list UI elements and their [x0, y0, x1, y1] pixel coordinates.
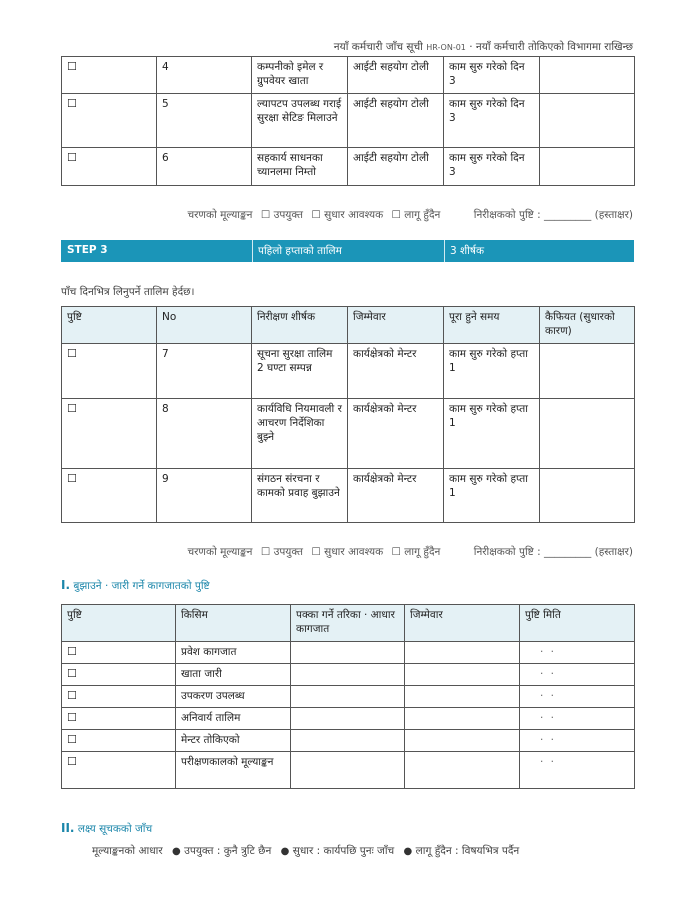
assessment-suitable-checkbox[interactable]: ☐ उपयुक्त — [260, 546, 304, 558]
step3-table — [61, 306, 635, 523]
table-row — [62, 686, 635, 708]
item-title: संगठन संरचना र कामको प्रवाह बुझाउने — [252, 469, 348, 523]
running-header — [334, 40, 633, 54]
confirm-date[interactable]: · · — [520, 752, 635, 789]
col-header-owner: जिम्मेवार — [405, 605, 520, 642]
item-title: ल्यापटप उपलब्ध गराई सुरक्षा सेटिङ मिलाउने — [252, 94, 348, 148]
item-title: कार्यविधि नियमावली र आचरण निर्देशिका बुझ्ने — [252, 399, 348, 469]
document-method[interactable] — [291, 752, 405, 789]
step-item-count: 3 शीर्षक — [450, 245, 485, 257]
document-type: मेन्टर तोकिएको — [176, 730, 291, 752]
item-remark[interactable] — [540, 57, 635, 94]
item-number: 8 — [157, 399, 252, 469]
item-due: काम सुरु गरेको दिन 3 — [444, 148, 540, 186]
item-due: काम सुरु गरेको हप्ता 1 — [444, 469, 540, 523]
table-row — [62, 730, 635, 752]
item-remark[interactable] — [540, 399, 635, 469]
section-number: II. — [61, 821, 75, 835]
table-row — [62, 642, 635, 664]
inspector-signature[interactable]: निरीक्षकको पुष्टि : _________ (हस्ताक्षर) — [473, 546, 633, 558]
confirm-checkbox[interactable]: ☐ — [62, 344, 157, 399]
confirm-date[interactable]: · · — [520, 708, 635, 730]
table-row — [62, 664, 635, 686]
document-method[interactable] — [291, 642, 405, 664]
col-header-item: निरीक्षण शीर्षक — [252, 307, 348, 344]
item-number: 5 — [157, 94, 252, 148]
document-type: अनिवार्य तालिम — [176, 708, 291, 730]
step-bar-divider — [444, 240, 445, 262]
table-row — [62, 344, 635, 399]
item-owner: कार्यक्षेत्रको मेन्टर — [348, 399, 444, 469]
document-owner[interactable] — [405, 730, 520, 752]
item-owner: कार्यक्षेत्रको मेन्टर — [348, 344, 444, 399]
document-type: परीक्षणकालको मूल्याङ्कन — [176, 752, 291, 789]
item-title: कम्पनीको इमेल र ग्रुपवेयर खाता — [252, 57, 348, 94]
bullet-icon: ● — [280, 846, 290, 857]
confirm-checkbox[interactable]: ☐ — [62, 399, 157, 469]
header-prefix: नयाँ कर्मचारी जाँच सूची — [333, 41, 423, 53]
legend-item-improve: सुधार : कार्यपछि पुनः जाँच — [292, 845, 395, 857]
item-number: 4 — [157, 57, 252, 94]
document-method[interactable] — [291, 708, 405, 730]
legend-item-suitable: उपयुक्त : कुनै त्रुटि छैन — [184, 845, 272, 857]
document-owner[interactable] — [405, 642, 520, 664]
confirm-checkbox[interactable]: ☐ — [62, 664, 176, 686]
table-row — [62, 469, 635, 523]
item-remark[interactable] — [540, 148, 635, 186]
table-row — [62, 399, 635, 469]
col-header-confirm: पुष्टि — [62, 307, 157, 344]
assessment-label: चरणको मूल्याङ्कन — [187, 209, 253, 221]
header-suffix: · नयाँ कर्मचारी तोकिएको विभागमा राखिन्छ — [469, 41, 633, 53]
item-due: काम सुरु गरेको हप्ता 1 — [444, 399, 540, 469]
assessment-na-checkbox[interactable]: ☐ लागू हुँदैन — [391, 209, 441, 221]
assessment-label: चरणको मूल्याङ्कन — [187, 546, 253, 558]
confirm-checkbox[interactable]: ☐ — [62, 686, 176, 708]
assessment-legend — [92, 844, 519, 858]
confirm-date[interactable]: · · — [520, 664, 635, 686]
section-number: I. — [61, 578, 71, 592]
legend-item-na: लागू हुँदैन : विषयभित्र पर्दैन — [415, 845, 520, 857]
assessment-na-checkbox[interactable]: ☐ लागू हुँदैन — [391, 546, 441, 558]
confirm-checkbox[interactable]: ☐ — [62, 94, 157, 148]
table-row — [62, 752, 635, 789]
stage-assessment-1 — [182, 208, 633, 222]
item-due: काम सुरु गरेको हप्ता 1 — [444, 344, 540, 399]
legend-label: मूल्याङ्कनको आधार — [92, 845, 163, 857]
section-title: बुझाउने · जारी गर्ने कागजातको पुष्टि — [73, 580, 210, 592]
table-row — [62, 708, 635, 730]
confirm-date[interactable]: · · — [520, 730, 635, 752]
section-1-heading — [61, 578, 210, 593]
table-header-row — [62, 307, 635, 344]
step3-header-bar — [61, 240, 634, 262]
document-code: HR-ON-01 — [426, 43, 466, 52]
item-owner: आईटी सहयोग टोली — [348, 94, 444, 148]
item-owner: आईटी सहयोग टोली — [348, 148, 444, 186]
confirm-checkbox[interactable]: ☐ — [62, 708, 176, 730]
col-header-no: No — [157, 307, 252, 344]
col-header-method: पक्का गर्ने तरिका · आधार कागजात — [291, 605, 405, 642]
documents-table — [61, 604, 635, 789]
document-type: उपकरण उपलब्ध — [176, 686, 291, 708]
table-row — [62, 57, 635, 94]
table-header-row — [62, 605, 635, 642]
confirm-date[interactable]: · · — [520, 642, 635, 664]
assessment-improve-checkbox[interactable]: ☐ सुधार आवश्यक — [311, 209, 384, 221]
confirm-checkbox[interactable]: ☐ — [62, 57, 157, 94]
section-title: लक्ष्य सूचकको जाँच — [77, 823, 153, 835]
document-owner[interactable] — [405, 664, 520, 686]
bullet-icon: ● — [172, 846, 181, 857]
step-label: STEP 3 — [67, 244, 108, 256]
stage-assessment-2 — [182, 545, 633, 559]
document-owner[interactable] — [405, 708, 520, 730]
item-title: सूचना सुरक्षा तालिम 2 घण्टा सम्पन्न — [252, 344, 348, 399]
item-remark[interactable] — [540, 94, 635, 148]
item-number: 6 — [157, 148, 252, 186]
confirm-date[interactable]: · · — [520, 686, 635, 708]
document-owner[interactable] — [405, 686, 520, 708]
section-2-heading — [61, 821, 152, 836]
col-header-remark: कैफियत (सुधारको कारण) — [540, 307, 635, 344]
table-row — [62, 148, 635, 186]
col-header-confirm: पुष्टि — [62, 605, 176, 642]
item-number: 9 — [157, 469, 252, 523]
col-header-type: किसिम — [176, 605, 291, 642]
confirm-checkbox[interactable]: ☐ — [62, 730, 176, 752]
item-due: काम सुरु गरेको दिन 3 — [444, 94, 540, 148]
confirm-checkbox[interactable]: ☐ — [62, 148, 157, 186]
confirm-checkbox[interactable]: ☐ — [62, 642, 176, 664]
item-owner: कार्यक्षेत्रको मेन्टर — [348, 469, 444, 523]
assessment-improve-checkbox[interactable]: ☐ सुधार आवश्यक — [311, 546, 384, 558]
table-row — [62, 94, 635, 148]
item-remark[interactable] — [540, 469, 635, 523]
document-method[interactable] — [291, 664, 405, 686]
item-title: सहकार्य साधनका च्यानलमा निम्तो — [252, 148, 348, 186]
col-header-date: पुष्टि मिति — [520, 605, 635, 642]
step-bar-divider — [252, 240, 253, 262]
col-header-due: पूरा हुने समय — [444, 307, 540, 344]
document-type: प्रवेश कागजात — [176, 642, 291, 664]
assessment-suitable-checkbox[interactable]: ☐ उपयुक्त — [260, 209, 304, 221]
item-owner: आईटी सहयोग टोली — [348, 57, 444, 94]
step2-table-continued — [61, 56, 635, 186]
step-title: पहिलो हप्ताको तालिम — [258, 245, 342, 257]
bullet-icon: ● — [403, 846, 413, 857]
confirm-checkbox[interactable]: ☐ — [62, 752, 176, 789]
item-number: 7 — [157, 344, 252, 399]
inspector-signature[interactable]: निरीक्षकको पुष्टि : _________ (हस्ताक्षर) — [473, 209, 633, 221]
step3-note: पाँच दिनभित्र लिनुपर्ने तालिम हेर्दछ। — [61, 286, 195, 298]
col-header-owner: जिम्मेवार — [348, 307, 444, 344]
document-owner[interactable] — [405, 752, 520, 789]
document-method[interactable] — [291, 730, 405, 752]
confirm-checkbox[interactable]: ☐ — [62, 469, 157, 523]
document-type: खाता जारी — [176, 664, 291, 686]
item-due: काम सुरु गरेको दिन 3 — [444, 57, 540, 94]
document-method[interactable] — [291, 686, 405, 708]
item-remark[interactable] — [540, 344, 635, 399]
